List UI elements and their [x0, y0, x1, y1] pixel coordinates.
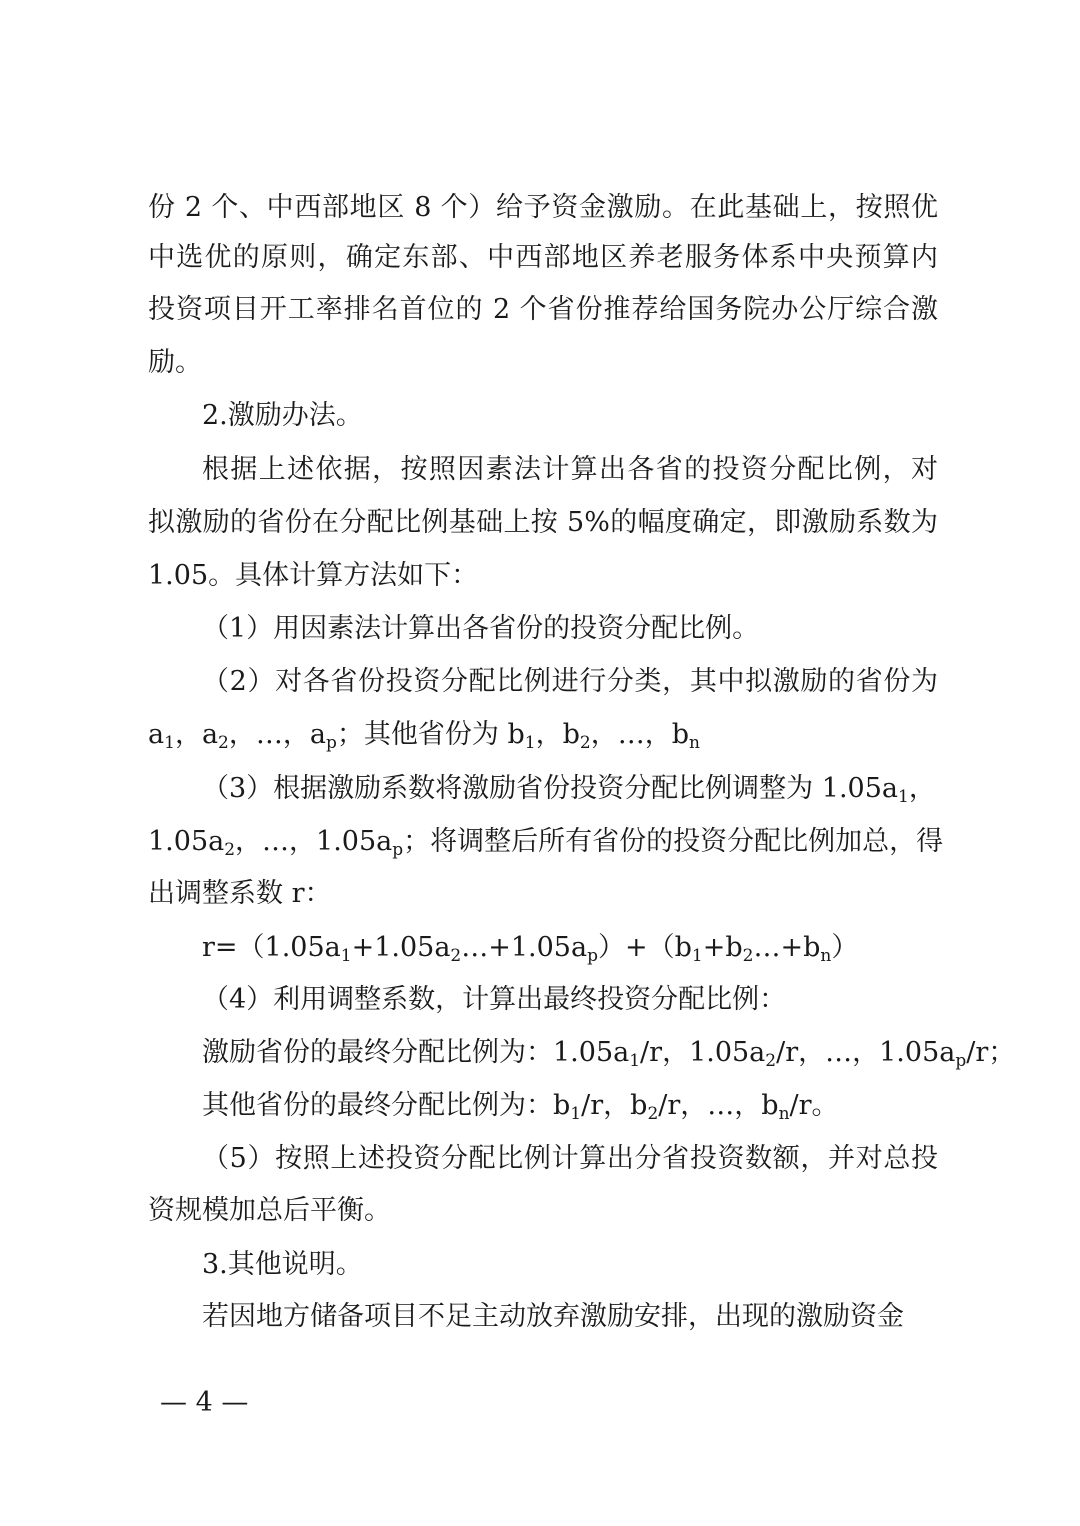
- text: 其他省份的最终分配比例为：: [202, 1090, 553, 1121]
- subscript: n: [689, 733, 700, 753]
- list-item: （4）利用调整系数，计算出最终投资分配比例：: [202, 984, 787, 1015]
- ellipsis: …: [707, 1090, 735, 1121]
- subscript: n: [778, 1104, 790, 1124]
- text: /r: [789, 1090, 812, 1121]
- subscript: 1: [524, 733, 536, 753]
- subscript: p: [955, 1051, 967, 1071]
- paragraph-line: 份 2 个、中西部地区 8 个）给予资金激励。在此基础上，按照优: [148, 192, 938, 223]
- coef: …+1.05a: [461, 932, 588, 963]
- subscript: 2: [647, 1104, 659, 1124]
- subscript: 2: [765, 1051, 777, 1071]
- separator: ，: [590, 719, 618, 750]
- separator: ，: [282, 719, 310, 750]
- subscript: p: [587, 946, 598, 966]
- var-b: b: [553, 1090, 571, 1121]
- var-b: b: [507, 719, 525, 750]
- var-b: b: [761, 1090, 779, 1121]
- text: 。: [811, 1090, 839, 1121]
- var-b: b: [630, 1090, 648, 1121]
- coef: 1.05a: [689, 1037, 766, 1068]
- var-b: b: [674, 932, 692, 963]
- coef: 1.05a: [821, 773, 898, 804]
- formula-line: [202, 1088, 938, 1124]
- text: 激励省份的最终分配比例为：: [202, 1037, 553, 1068]
- coef: 1.05a: [264, 932, 341, 963]
- paragraph-line: 出调整系数 r：: [148, 878, 332, 909]
- var-a: a: [309, 719, 326, 750]
- list-item: （1）用因素法计算出各省份的投资分配比例。: [202, 613, 760, 644]
- text: /r: [581, 1090, 604, 1121]
- text: ）: [831, 932, 859, 963]
- paragraph-line: 拟激励的省份在分配比例基础上按 5%的幅度确定，即激励系数为: [148, 507, 938, 538]
- subscript: p: [392, 840, 404, 860]
- coef: 1.05a: [148, 826, 225, 857]
- var-a: a: [148, 719, 165, 750]
- separator: ，: [228, 719, 256, 750]
- list-item: （2）对各省份投资分配比例进行分类，其中拟激励的省份为: [202, 666, 938, 697]
- subscript: 1: [570, 1104, 582, 1124]
- text: （3）根据激励系数将激励省份投资分配比例调整为: [202, 773, 822, 804]
- paragraph-line: 根据上述依据，按照因素法计算出各省的投资分配比例，对: [202, 454, 938, 485]
- text: ；其他省份为: [336, 719, 508, 750]
- var-b: +b: [702, 932, 743, 963]
- separator: ，: [235, 826, 263, 857]
- list-item: [202, 771, 938, 807]
- section-heading: 2.激励办法。: [202, 400, 363, 431]
- formula-line: [202, 930, 938, 966]
- text: ；将调整后所有省份的投资分配比例加总，得: [403, 826, 944, 857]
- subscript: 2: [742, 946, 754, 966]
- formula-line: [202, 1035, 1016, 1071]
- separator: ，: [174, 719, 202, 750]
- subscript: 1: [629, 1051, 641, 1071]
- text: /r: [640, 1037, 663, 1068]
- paragraph-line: 1.05。具体计算方法如下：: [148, 560, 479, 591]
- subscript: p: [325, 733, 337, 753]
- ellipsis: …: [825, 1037, 853, 1068]
- formula-line: [148, 717, 938, 753]
- subscript: 2: [218, 733, 229, 753]
- var-b: b: [562, 719, 580, 750]
- separator: ，: [603, 1090, 631, 1121]
- subscript: 1: [691, 946, 703, 966]
- text: r=（: [202, 932, 265, 963]
- separator: ，: [798, 1037, 826, 1068]
- subscript: 2: [450, 946, 462, 966]
- paragraph-line: 励。: [148, 347, 202, 378]
- separator: ，: [852, 1037, 880, 1068]
- subscript: 2: [224, 840, 236, 860]
- text: /r: [776, 1037, 799, 1068]
- paragraph-line: 若因地方储备项目不足主动放弃激励安排，出现的激励资金: [202, 1301, 904, 1332]
- ellipsis: …: [262, 826, 290, 857]
- ellipsis: …: [255, 719, 283, 750]
- page-number: — 4 —: [160, 1387, 249, 1418]
- separator: ，: [289, 826, 317, 857]
- coef: 1.05a: [879, 1037, 956, 1068]
- separator: ，: [535, 719, 563, 750]
- text: ；: [988, 1037, 1016, 1068]
- separator: ，: [644, 719, 672, 750]
- paragraph-line: 资规模加总后平衡。: [148, 1195, 391, 1226]
- var-b: b: [671, 719, 690, 750]
- paragraph-line: 投资项目开工率排名首位的 2 个省份推荐给国务院办公厅综合激: [148, 294, 938, 325]
- paragraph-line: 中选优的原则，确定东部、中西部地区养老服务体系中央预算内: [148, 242, 938, 273]
- separator: ，: [908, 773, 936, 804]
- formula-line: [148, 824, 944, 860]
- var-a: a: [201, 719, 219, 750]
- separator: ，: [734, 1090, 762, 1121]
- coef: 1.05a: [553, 1037, 630, 1068]
- coef: 1.05a: [316, 826, 393, 857]
- text: /r: [658, 1090, 681, 1121]
- subscript: 1: [897, 787, 909, 807]
- list-item: （5）按照上述投资分配比例计算出分省投资数额，并对总投: [202, 1143, 938, 1174]
- separator: ，: [662, 1037, 690, 1068]
- subscript: n: [820, 946, 832, 966]
- separator: ，: [680, 1090, 708, 1121]
- text: /r: [966, 1037, 989, 1068]
- ellipsis: …: [617, 719, 645, 750]
- subscript: 1: [340, 946, 352, 966]
- text: ）+（: [597, 932, 675, 963]
- subscript: 2: [579, 733, 591, 753]
- section-heading: 3.其他说明。: [202, 1249, 363, 1280]
- coef: +1.05a: [351, 932, 451, 963]
- subscript: 1: [164, 733, 175, 753]
- var-b: …+b: [753, 932, 821, 963]
